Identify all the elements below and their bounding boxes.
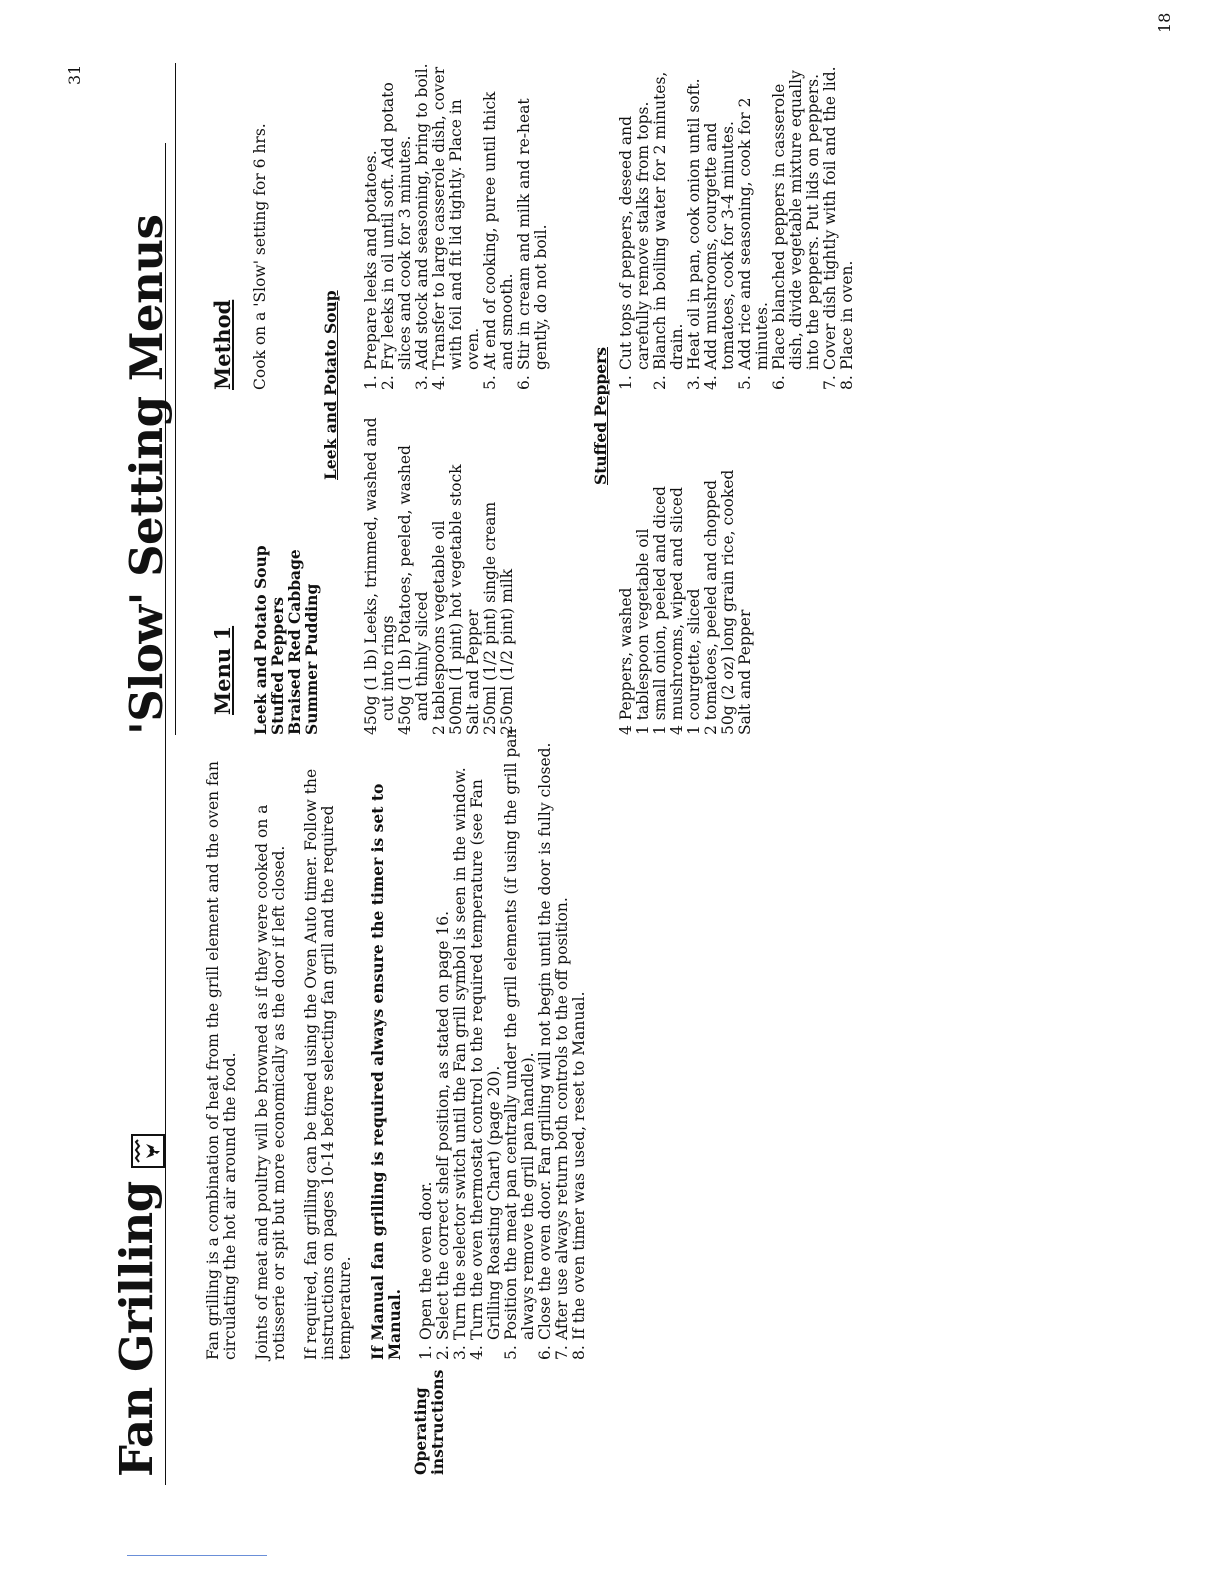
method-intro: Cook on a 'Slow' setting for 6 hrs. bbox=[251, 123, 269, 390]
menu-heading: Menu 1 bbox=[210, 625, 235, 715]
method-step: 6. Place blanched peppers in casserole dish, divide vegetable mixture equally into the peppers. Put lids on peppers. bbox=[770, 70, 822, 390]
ingredient: 50g (2 oz) long grain rice, cooked bbox=[719, 469, 737, 735]
step-item: 5. Position the meat pan centrally under the grill elements (if using the grill pan always remove the grill pan handle). bbox=[502, 728, 537, 1360]
page-number-right: 31 bbox=[65, 64, 84, 85]
step-item: 1. Open the oven door. bbox=[417, 1181, 435, 1360]
step-item: 2. Select the correct shelf position, as stated on page 16. bbox=[434, 910, 452, 1360]
ingredient: 250ml (1/2 pint) single cream bbox=[481, 501, 499, 735]
ingredient: 4 Peppers, washed bbox=[617, 587, 635, 735]
step-item: 4. Turn the oven thermostat control to the required temperature (see Fan Grilling Roasting Chart) (page 20). bbox=[468, 779, 503, 1360]
left-title-block bbox=[110, 1134, 165, 1477]
step-item: 7. After use always return both controls to the off position. bbox=[553, 897, 571, 1360]
ingredients-stuffed-peppers bbox=[618, 415, 754, 735]
method-step: 4. Transfer to large casserole dish, cover with foil and fit lid tightly. Place in oven. bbox=[430, 66, 482, 390]
menu-item: Stuffed Peppers bbox=[268, 597, 287, 735]
paragraph-2: Joints of meat and poultry will be browned as if they were cooked on a rotisserie or spit but more economically as the door if left closed. bbox=[253, 804, 288, 1360]
side-label: Operating instructions bbox=[411, 1369, 447, 1475]
menu-item: Braised Red Cabbage bbox=[285, 549, 304, 735]
method-stuffed-peppers bbox=[618, 60, 856, 390]
method-step: 2. Blanch in boiling water for 2 minutes, drain. bbox=[651, 71, 686, 390]
method-step: 8. Place in oven. bbox=[838, 260, 856, 390]
method-step: 2. Fry leeks in oil until soft. Add potato slices and cook for 3 minutes. bbox=[379, 82, 414, 390]
method-step: 3. Heat oil in pan, cook onion until soft. bbox=[685, 78, 703, 390]
ingredient: 250ml (1/2 pint) milk bbox=[498, 568, 516, 735]
method-step: 6. Stir in cream and milk and re-heat gently, do not boil. bbox=[515, 98, 550, 390]
operating-steps bbox=[418, 728, 588, 1360]
method-step: 5. At end of cooking, puree until thick and smooth. bbox=[481, 91, 516, 390]
menu-items-list bbox=[252, 405, 320, 735]
ingredient: 4 mushrooms, wiped and sliced bbox=[668, 487, 686, 735]
warning-text: If Manual fan grilling is required always ensure the timer is set to Manual. bbox=[368, 783, 404, 1360]
method-step: 3. Add stock and seasoning, bring to boil. bbox=[413, 63, 431, 390]
method-heading: Method bbox=[210, 299, 235, 390]
page-title-right: 'Slow' Setting Menus bbox=[120, 214, 173, 735]
method-step: 7. Cover dish tightly with foil and the lid. bbox=[821, 66, 839, 390]
method-step: 1. Cut tops of peppers, deseed and carefully remove stalks from tops. bbox=[617, 101, 652, 390]
ingredient: 450g (1 lb) Potatoes, peeled, washed and thinly sliced bbox=[396, 445, 431, 735]
menu-item: Summer Pudding bbox=[302, 583, 321, 735]
method-step: 5. Add rice and seasoning, cook for 2 minutes. bbox=[736, 97, 771, 390]
recipe-heading: Leek and Potato Soup bbox=[321, 290, 340, 480]
ingredient: 1 small onion, peeled and diced bbox=[651, 486, 669, 735]
paragraph-3: If required, fan grilling can be timed using the Oven Auto timer. Follow the instructions on pages 10-14 before selecting fan grill and the required temperature. bbox=[302, 768, 354, 1360]
ingredient: 500ml (1 pint) hot vegetable stock bbox=[447, 464, 465, 735]
ingredient: 450g (1 lb) Leeks, trimmed, washed and cut into rings bbox=[362, 417, 397, 735]
ingredient: Salt and Pepper bbox=[736, 609, 754, 735]
right-top-rule bbox=[175, 63, 176, 735]
step-item: 3. Turn the selector switch until the Fan grill symbol is seen in the window. bbox=[451, 767, 469, 1360]
recipe-heading: Stuffed Peppers bbox=[591, 347, 610, 485]
ingredient: Salt and Pepper bbox=[464, 609, 482, 735]
fan-grill-icon bbox=[131, 1134, 165, 1168]
step-item: 8. If the oven timer was used, reset to Manual. bbox=[570, 991, 588, 1360]
ingredient: 2 tomatoes, peeled and chopped bbox=[702, 479, 720, 735]
menu-item: Leek and Potato Soup bbox=[251, 545, 270, 735]
method-step: 1. Prepare leeks and potatoes. bbox=[362, 150, 380, 390]
ingredient: 1 tablespoon vegetable oil bbox=[634, 528, 652, 735]
paragraph-1: Fan grilling is a combination of heat from the grill element and the oven fan circulating the hot air around the food. bbox=[204, 760, 239, 1360]
method-leek-soup bbox=[363, 60, 550, 390]
page-title-left: Fan Grilling bbox=[110, 1181, 163, 1477]
page-number-left: 18 bbox=[1155, 12, 1174, 33]
ingredient: 1 courgette, sliced bbox=[685, 588, 703, 735]
step-item: 6. Close the oven door. Fan grilling will not begin until the door is fully closed. bbox=[536, 742, 554, 1360]
ingredients-leek-soup bbox=[363, 415, 516, 735]
ingredient: 2 tablespoons vegetable oil bbox=[430, 520, 448, 735]
left-body bbox=[205, 728, 588, 1360]
method-step: 4. Add mushrooms, courgette and tomatoes, cook for 3-4 minutes. bbox=[702, 121, 737, 390]
scan-edge-mark bbox=[127, 1555, 267, 1556]
